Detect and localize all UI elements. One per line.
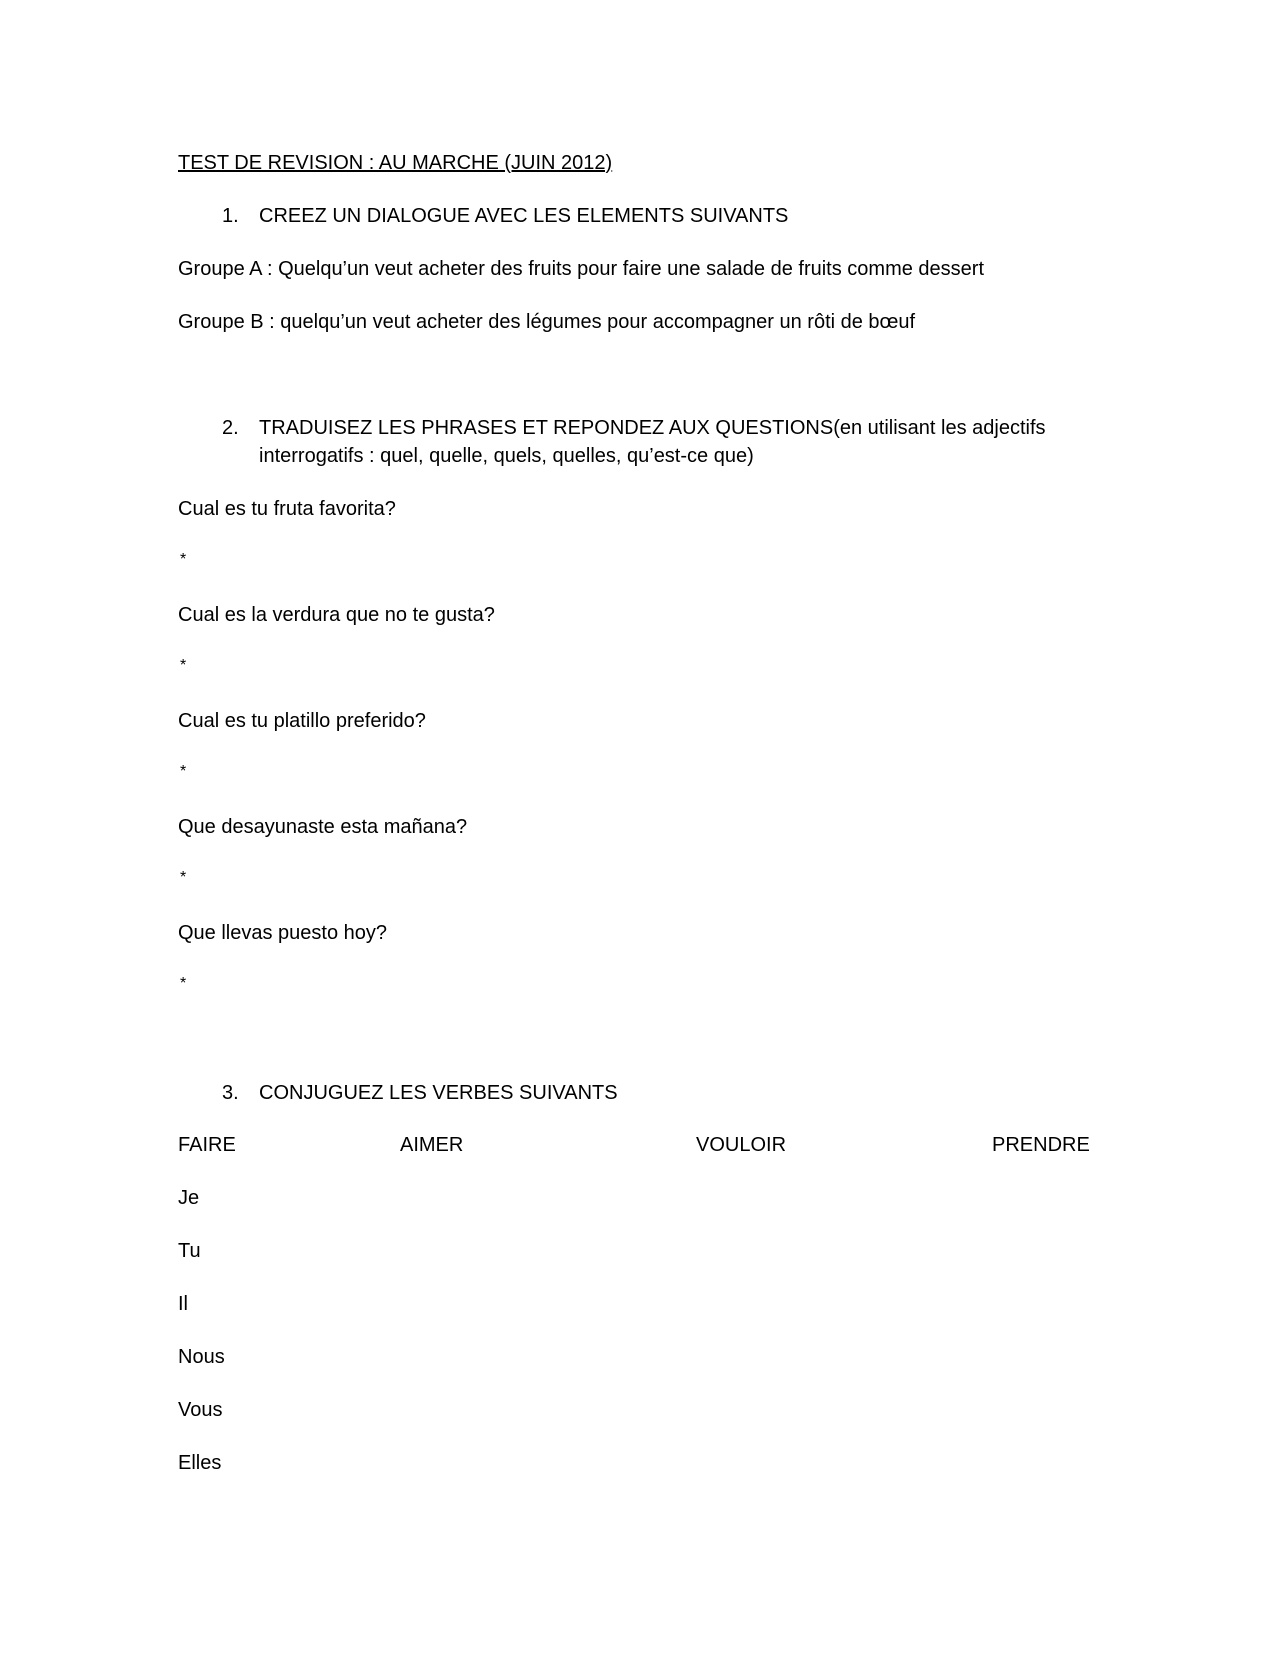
document-title: TEST DE REVISION : AU MARCHE (JUIN 2012) bbox=[178, 152, 613, 174]
answer-marker-5: * bbox=[180, 975, 187, 992]
answer-marker-2: * bbox=[180, 657, 187, 674]
verb-vouloir: VOULOIR bbox=[696, 1134, 787, 1156]
verb-prendre: PRENDRE bbox=[992, 1134, 1090, 1156]
pronoun-nous: Nous bbox=[178, 1346, 225, 1368]
pronoun-vous: Vous bbox=[178, 1399, 223, 1421]
section-3-heading: CONJUGUEZ LES VERBES SUIVANTS bbox=[259, 1082, 618, 1104]
section-1-heading: CREEZ UN DIALOGUE AVEC LES ELEMENTS SUIVANTS bbox=[259, 205, 789, 227]
verb-faire: FAIRE bbox=[178, 1134, 236, 1156]
question-4: Que desayunaste esta mañana? bbox=[178, 816, 468, 838]
section-2-number: 2. bbox=[222, 417, 239, 439]
pronoun-elles: Elles bbox=[178, 1452, 222, 1474]
question-3: Cual es tu platillo preferido? bbox=[178, 710, 426, 732]
groupe-b-text: Groupe B : quelqu’un veut acheter des légumes pour accompagner un rôti de bœuf bbox=[178, 311, 916, 333]
question-2: Cual es la verdura que no te gusta? bbox=[178, 604, 495, 626]
question-5: Que llevas puesto hoy? bbox=[178, 922, 388, 944]
pronoun-il: Il bbox=[178, 1293, 188, 1315]
pronoun-je: Je bbox=[178, 1187, 200, 1209]
answer-marker-1: * bbox=[180, 551, 187, 568]
section-3-number: 3. bbox=[222, 1082, 239, 1104]
pronoun-tu: Tu bbox=[178, 1240, 201, 1262]
question-1: Cual es tu fruta favorita? bbox=[178, 498, 396, 520]
answer-marker-3: * bbox=[180, 763, 187, 780]
section-2-heading-line1: TRADUISEZ LES PHRASES ET REPONDEZ AUX QUESTIONS(en utilisant les adjectifs bbox=[259, 417, 1046, 439]
verb-aimer: AIMER bbox=[400, 1134, 464, 1156]
groupe-a-text: Groupe A : Quelqu’un veut acheter des fruits pour faire une salade de fruits comme dessert bbox=[178, 258, 985, 280]
section-2-heading-line2: interrogatifs : quel, quelle, quels, quelles, qu’est-ce que) bbox=[259, 445, 754, 467]
section-1-number: 1. bbox=[222, 205, 239, 227]
answer-marker-4: * bbox=[180, 869, 187, 886]
